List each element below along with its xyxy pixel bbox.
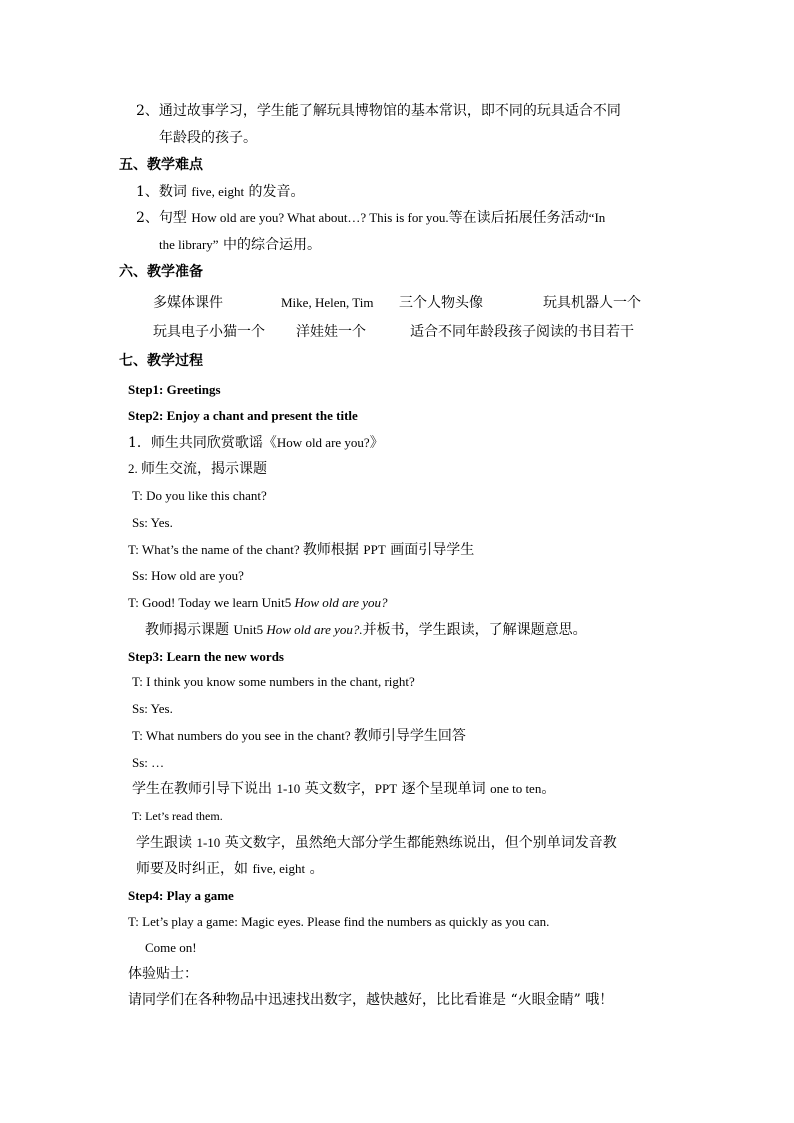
tip-label: 体验贴士：	[128, 966, 198, 982]
tip-text: 请同学们在各种物品中迅速找出数字，越快越好，比比看谁是 “火眼金睛” 哦！	[128, 992, 614, 1008]
prep-characters-avatars: 三个人物头像	[399, 295, 483, 311]
dialogue-students-1: Ss: Yes.	[132, 515, 173, 530]
goal-2-line-2: 年龄段的孩子。	[159, 130, 257, 146]
section-6-heading: 六、教学准备	[119, 264, 203, 280]
difficulty-item-2-line-1: 2、句型 How old are you? What about…? This is for you.等在读后拓展任务活动“In	[136, 210, 606, 226]
step-2-teacher-note: 教师揭示课题 Unit5 How old are you?.并板书，学生跟读，了解课题意思。	[145, 622, 587, 638]
difficulty-item-2-line-2: the library” 中的综合运用。	[159, 237, 322, 253]
prep-multimedia: 多媒体课件	[153, 295, 223, 311]
step-4-heading: Step4: Play a game	[128, 888, 234, 903]
step-3-note-3: 师要及时纠正，如 five, eight 。	[136, 861, 324, 877]
step-3-note-1: 学生在教师引导下说出 1-10 英文数字，PPT 逐个呈现单词 one to ten。	[132, 781, 556, 797]
step-2-item-2: 2. 师生交流，揭示课题	[128, 461, 267, 477]
dialogue-teacher-7: T: Let’s play a game: Magic eyes. Please find the numbers as quickly as you can.	[128, 914, 550, 929]
dialogue-teacher-7-cont: Come on!	[145, 940, 197, 955]
dialogue-teacher-6: T: Let’s read them.	[132, 809, 223, 823]
prep-doll: 洋娃娃一个	[296, 324, 366, 340]
difficulty-item-1: 1、数词 five, eight 的发音。	[136, 184, 305, 200]
dialogue-students-3: Ss: Yes.	[132, 701, 173, 716]
step-3-note-2: 学生跟读 1-10 英文数字，虽然绝大部分学生都能熟练说出，但个别单词发音教	[136, 835, 617, 851]
prep-toy-robot: 玩具机器人一个	[543, 295, 641, 311]
prep-toy-cat: 玩具电子小猫一个	[153, 324, 265, 340]
prep-books: 适合不同年龄段孩子阅读的书目若干	[410, 324, 634, 340]
goal-2-line-1: 2、通过故事学习，学生能了解玩具博物馆的基本常识，即不同的玩具适合不同	[136, 103, 621, 119]
dialogue-students-4: Ss: …	[132, 755, 165, 770]
section-5-heading: 五、教学难点	[119, 157, 203, 173]
dialogue-teacher-3: T: Good! Today we learn Unit5 How old are you?	[128, 595, 388, 610]
step-1-heading: Step1: Greetings	[128, 382, 221, 397]
dialogue-teacher-5: T: What numbers do you see in the chant? 教师引导学生回答	[132, 728, 466, 744]
step-2-heading: Step2: Enjoy a chant and present the title	[128, 408, 358, 423]
dialogue-teacher-4: T: I think you know some numbers in the chant, right?	[132, 674, 415, 689]
step-3-heading: Step3: Learn the new words	[128, 649, 284, 664]
dialogue-teacher-1: T: Do you like this chant?	[132, 488, 267, 503]
section-7-heading: 七、教学过程	[119, 353, 203, 369]
step-2-item-1: 1．师生共同欣赏歌谣《How old are you?》	[128, 435, 384, 451]
prep-characters-names: Mike, Helen, Tim	[281, 295, 374, 310]
dialogue-teacher-2: T: What’s the name of the chant? 教师根据 PPT 画面引导学生	[128, 542, 475, 558]
dialogue-students-2: Ss: How old are you?	[132, 568, 244, 583]
